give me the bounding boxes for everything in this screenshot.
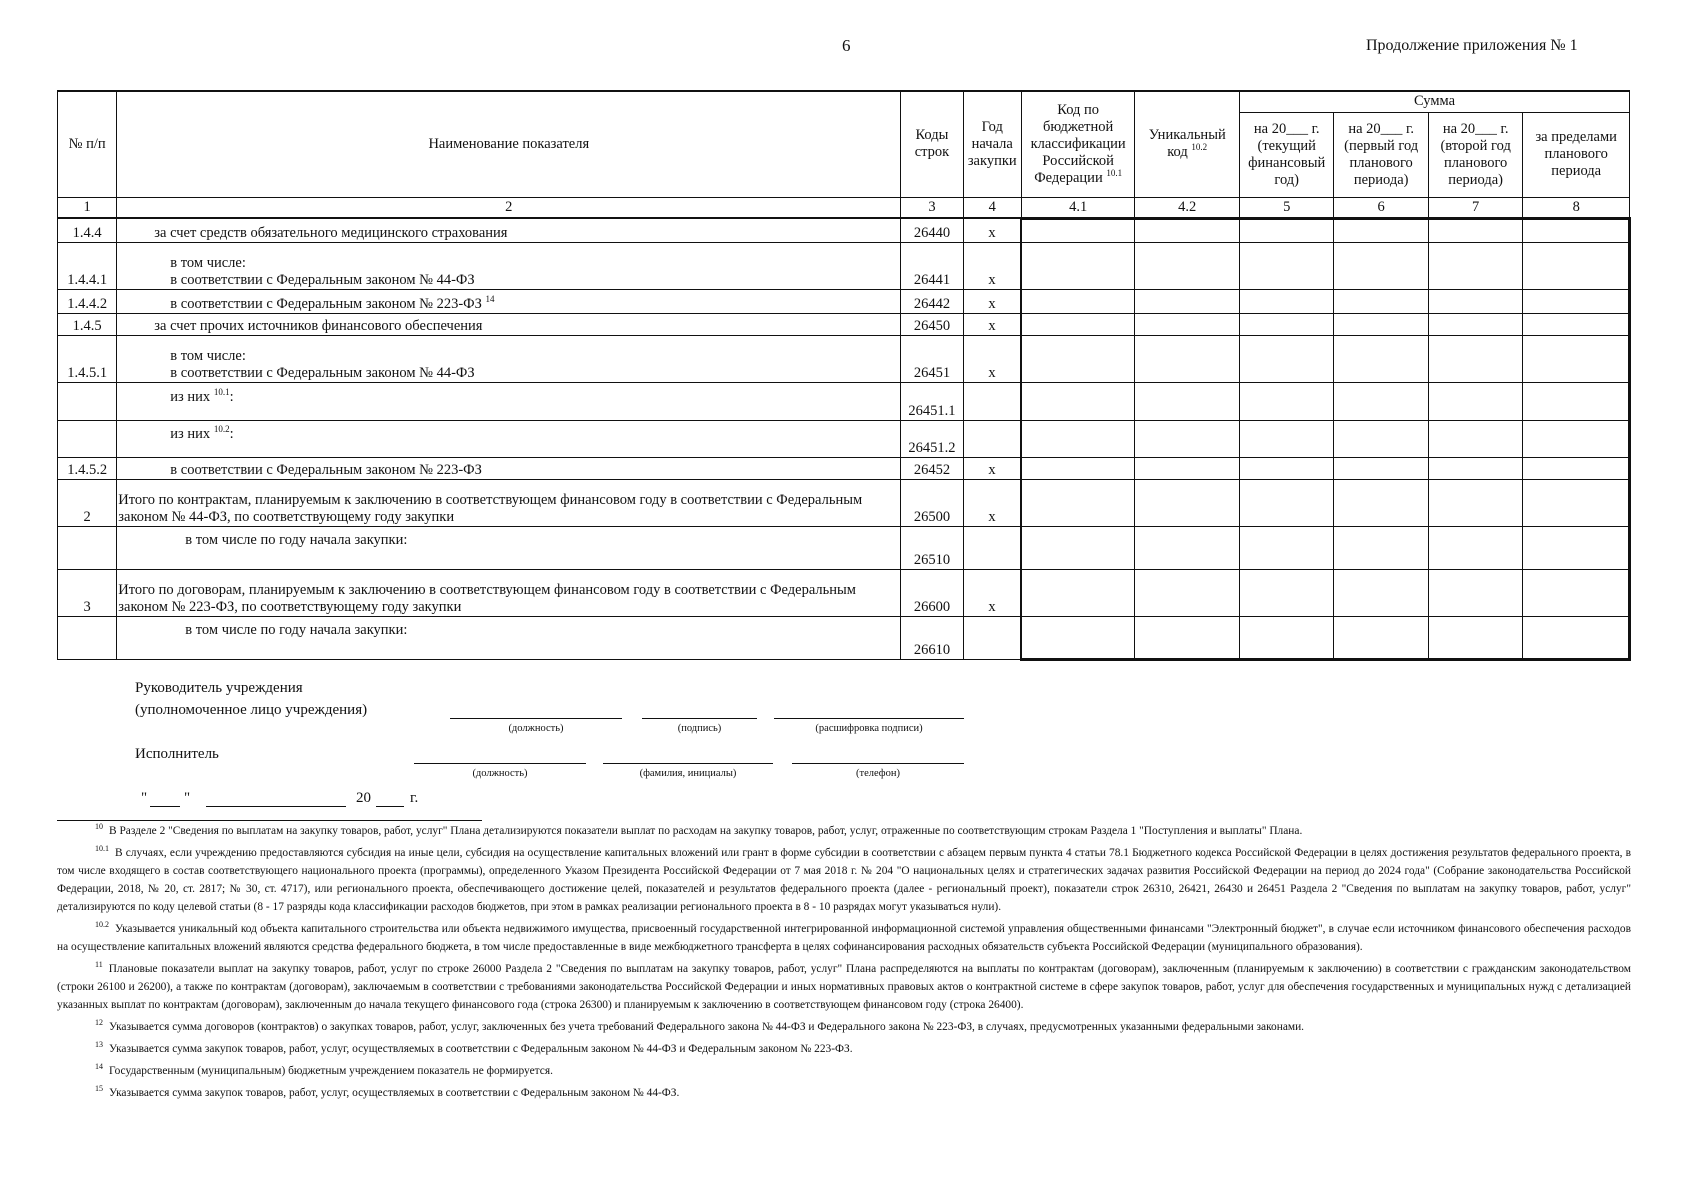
footnote-text: Указывается сумма договоров (контрактов) о закупках товаров, работ, услуг, заключенных без учета требований Федерального закона № 44-ФЗ и Федерального закона № 223-ФЗ, в случаях, предусмотренных указанными федеральными законами. [109,1021,1305,1033]
value-cell[interactable] [1135,526,1240,569]
row-name-text: в том числе по году начала закупки: [185,531,408,548]
col-number: 5 [1239,197,1333,218]
row-name [117,457,901,479]
value-cell[interactable] [1334,526,1428,569]
row-code: 26452 [901,457,963,479]
row-code: 26610 [901,616,963,659]
header-unique-code: Уникальный код $^{10.2}$ [1135,91,1240,197]
col-number: 4.1 [1021,197,1135,218]
footnote-ref: 10.2 [213,423,230,434]
footnote [57,1062,1631,1080]
footnote [57,920,1631,956]
executor-name-line[interactable] [603,763,773,764]
value-cell[interactable] [1021,382,1135,420]
footnote [57,1040,1631,1058]
row-number [58,526,117,569]
value-cell[interactable] [1135,569,1240,616]
value-cell[interactable] [1523,420,1630,457]
footnote-text: Указывается сумма закупок товаров, работ, услуг, осуществляемых в соответствии с Федеральным законом № 44-ФЗ. [109,1087,680,1099]
row-number: 3 [58,569,117,616]
header-budget-code: Код по бюджетной классификации Российской Федерации $^{10.1}$ [1021,91,1135,197]
value-cell[interactable] [1523,218,1630,242]
value-cell[interactable] [1135,457,1240,479]
row-name-text: в том числе по году начала закупки: [185,621,408,638]
value-cell[interactable] [1523,457,1630,479]
header-sum: Сумма [1239,91,1629,112]
row-year-cell: x [963,335,1021,382]
row-name [117,242,901,289]
value-cell[interactable] [1021,335,1135,382]
value-cell[interactable] [1523,616,1630,659]
value-cell[interactable] [1135,382,1240,420]
table-row [58,569,1630,616]
row-name-text: в соответствии с Федеральным законом № 223-ФЗ $^{14}$ [170,293,495,312]
row-code: 26510 [901,526,963,569]
table-row [58,242,1630,289]
row-year-cell [963,616,1021,659]
head-position-line[interactable] [450,718,622,719]
row-number: 1.4.5 [58,313,117,335]
row-year-cell: x [963,313,1021,335]
footnote-mark: 15 [95,1084,103,1094]
value-cell[interactable] [1021,569,1135,616]
value-cell[interactable] [1334,218,1428,242]
date-year-line[interactable] [376,806,404,807]
value-cell[interactable] [1428,479,1522,526]
row-name-prefix: в том числе: [170,254,246,271]
row-name-text: в соответствии с Федеральным законом № 223-ФЗ [170,461,482,478]
footnote-mark: 11 [95,960,103,970]
value-cell[interactable] [1135,242,1240,289]
value-cell[interactable] [1428,242,1522,289]
head-signature-line[interactable] [642,718,757,719]
row-number [58,420,117,457]
value-cell[interactable] [1523,569,1630,616]
date-suffix: г. [410,790,419,806]
row-number: 1.4.4 [58,218,117,242]
value-cell[interactable] [1135,335,1240,382]
footnote [57,844,1631,916]
footnote-text: В Разделе 2 "Сведения по выплатам на закупку товаров, работ, услуг" Плана детализируются показатели выплат по расходам на закупку товаров, работ, услуг, отраженные по соответствующим строкам Раздела 1 "Поступления и выплаты" Плана. [109,825,1303,837]
footnote-mark: 12 [95,1018,103,1028]
value-cell[interactable] [1334,382,1428,420]
value-cell[interactable] [1135,313,1240,335]
row-year-cell [963,526,1021,569]
value-cell[interactable] [1334,569,1428,616]
value-cell[interactable] [1239,616,1333,659]
value-cell[interactable] [1135,616,1240,659]
value-cell[interactable] [1021,420,1135,457]
value-cell[interactable] [1428,569,1522,616]
row-year-cell: x [963,569,1021,616]
caption-name: (фамилия, инициалы) [639,768,737,779]
table-row [58,479,1630,526]
row-name [117,479,901,526]
col-number: 8 [1523,197,1630,218]
row-name [117,313,901,335]
footnote [57,822,1631,840]
value-cell[interactable] [1334,313,1428,335]
row-year-cell: x [963,479,1021,526]
value-cell[interactable] [1239,457,1333,479]
value-cell[interactable] [1021,218,1135,242]
row-year-cell: x [963,242,1021,289]
table-row [58,289,1630,313]
footnote-text: В случаях, если учреждению предоставляются субсидия на иные цели, субсидия на осуществление капитальных вложений или грант в форме субсидии в соответствии с абзацем первым пункта 4 статьи 78.1 Бюджетного кодекса Российской Федерации в целях достижения результатов федерального проекта, в том числе входящего в состав соответствующего национального проекта (программы), определенного Указом Президента Российской Федерации от 7 мая 2018 г. № 204 "О национальных целях и стратегических задачах развития Российской Федерации на период до 2024 года" (Собрание законодательства Российской Федерации, 2018, № 20, ст. 2817; № 30, ст. 4717), или регионального проекта, обеспечивающего достижение целей, показателей и результатов федерального проекта (далее - региональный проект), показатели строк 26310, 26421, 26430 и 26451 Раздела 2 "Сведения по выплатам на закупку товаров, работ, услуг" детализируются по коду целевой статьи (8 - 17 разряды кода классификации расходов бюджетов, при этом в рамках реализации регионального проекта в 8 - 10 разрядах могут указываться нули). [57,847,1631,913]
row-name-text: в соответствии с Федеральным законом № 44-ФЗ [170,364,475,381]
header-sum-first: на 20___ г. (первый год планового периода) [1334,112,1428,197]
row-code: 26451 [901,335,963,382]
row-name [117,420,901,457]
value-cell[interactable] [1428,289,1522,313]
row-number: 2 [58,479,117,526]
value-cell[interactable] [1428,382,1522,420]
col-number: 4.2 [1135,197,1240,218]
table-row [58,218,1630,242]
row-name-text: Итого по контрактам, планируемым к заключению в соответствующем финансовом году в соответствии с Федеральным законом № 44-ФЗ, по соответствующему году закупки [118,491,863,525]
row-name [117,569,901,616]
value-cell[interactable] [1523,313,1630,335]
footnote [57,960,1631,1014]
table-row [58,382,1630,420]
date-quote-close: " [184,790,191,806]
row-code: 26442 [901,289,963,313]
value-cell[interactable] [1428,335,1522,382]
table-row [58,420,1630,457]
row-number [58,616,117,659]
row-name-text: из них $^{10.1}$: [170,386,234,405]
row-year-cell: x [963,218,1021,242]
row-name [117,335,901,382]
value-cell[interactable] [1021,289,1135,313]
caption-decoding: (расшифровка подписи) [815,723,923,734]
value-cell[interactable] [1334,479,1428,526]
row-name-prefix: в том числе: [170,347,246,364]
head-label: Руководитель учреждения [135,680,303,696]
col-number: 4 [963,197,1021,218]
value-cell[interactable] [1334,335,1428,382]
row-name-text: в соответствии с Федеральным законом № 44-ФЗ [170,271,475,288]
date-day-line[interactable] [150,806,180,807]
row-number: 1.4.4.1 [58,242,117,289]
row-name-text: за счет прочих источников финансового обеспечения [154,317,483,334]
value-cell[interactable] [1523,526,1630,569]
date-year: 20 [356,790,371,806]
row-code: 26441 [901,242,963,289]
row-code: 26450 [901,313,963,335]
header-sum-current: на 20___ г. (текущий финансовый год) [1239,112,1333,197]
row-name [117,526,901,569]
value-cell[interactable] [1428,420,1522,457]
executor-position-line[interactable] [414,763,586,764]
value-cell[interactable] [1239,289,1333,313]
row-name [117,218,901,242]
footnote-mark: 10.2 [95,920,109,930]
row-name-text: за счет средств обязательного медицинского страхования [154,224,508,241]
value-cell[interactable] [1135,218,1240,242]
value-cell[interactable] [1523,335,1630,382]
executor-phone-line[interactable] [792,763,964,764]
row-number [58,382,117,420]
footnote-text: Плановые показатели выплат на закупку товаров, работ, услуг по строке 26000 Раздела 2 "Сведения по выплатам на закупку товаров, работ, услуг" Плана распределяются на выплаты по контрактам (договорам), заключенным (планируемым к заключению) в соответствии с гражданским законодательством (строки 26100 и 26200), а также по контрактам (договорам), заключаемым в соответствии с требованиями законодательства Российской Федерации и иных нормативных правовых актов о контрактной системе в сфере закупок товаров, работ, услуг для обеспечения государственных и муниципальных нужд с детализацией указанных выплат по контрактам (договорам), заключенным до начала текущего финансового года (строка 26300) и планируемым к заключению в соответствующем финансовом году (строка 26400). [57,963,1631,1011]
footnotes [57,822,1631,1106]
value-cell[interactable] [1428,457,1522,479]
value-cell[interactable] [1239,242,1333,289]
head-decoding-line[interactable] [774,718,964,719]
value-cell[interactable] [1021,616,1135,659]
footnote-mark: 10.1 [95,844,109,854]
footnote-mark: 10 [95,822,103,832]
col-number: 2 [117,197,901,218]
caption-phone: (телефон) [856,768,900,779]
footnote-ref: 14 [485,293,495,304]
value-cell[interactable] [1239,335,1333,382]
col-number: 7 [1428,197,1522,218]
head-label-sub: (уполномоченное лицо учреждения) [135,702,368,718]
value-cell[interactable] [1523,289,1630,313]
value-cell[interactable] [1135,289,1240,313]
value-cell[interactable] [1021,526,1135,569]
col-number: 3 [901,197,963,218]
value-cell[interactable] [1239,479,1333,526]
row-number: 1.4.5.1 [58,335,117,382]
row-year-cell: x [963,289,1021,313]
footnote-ref: 10.1 [213,386,230,397]
value-cell[interactable] [1428,526,1522,569]
value-cell[interactable] [1239,218,1333,242]
value-cell[interactable] [1334,289,1428,313]
date-quote-open: " [141,790,148,806]
value-cell[interactable] [1334,457,1428,479]
value-cell[interactable] [1021,242,1135,289]
value-cell[interactable] [1135,420,1240,457]
row-name [117,289,901,313]
caption-position: (должность) [508,723,564,734]
row-name-text: из них $^{10.2}$: [170,423,234,442]
value-cell[interactable] [1239,569,1333,616]
row-code: 26440 [901,218,963,242]
footnote [57,1018,1631,1036]
header-num: № п/п [58,91,117,197]
header-year: Год начала закупки [963,91,1021,197]
row-number: 1.4.4.2 [58,289,117,313]
appendix-note: Продолжение приложения № 1 [1366,37,1578,54]
value-cell[interactable] [1334,420,1428,457]
value-cell[interactable] [1334,616,1428,659]
row-code: 26451.2 [901,420,963,457]
value-cell[interactable] [1135,479,1240,526]
row-code: 26600 [901,569,963,616]
row-name-text: Итого по договорам, планируемым к заключению в соответствующем финансовом году в соответствии с Федеральным законом № 223-ФЗ, по соответствующему году закупки [118,581,856,615]
row-year-cell: x [963,457,1021,479]
header-codes: Коды строк [901,91,963,197]
table-row [58,335,1630,382]
footnote-mark: 14 [95,1062,103,1072]
header-sum-beyond: за пределами планового периода [1523,112,1630,197]
row-name [117,382,901,420]
row-year-cell [963,382,1021,420]
row-number: 1.4.5.2 [58,457,117,479]
value-cell[interactable] [1239,382,1333,420]
value-cell[interactable] [1239,526,1333,569]
footnote-mark: 13 [95,1040,103,1050]
footnote-text: Указывается уникальный код объекта капитального строительства или объекта недвижимого имущества, присвоенный государственной интегрированной информационной системой управления общественными финансами "Электронный бюджет", в случае если источником финансового обеспечения расходов на осуществление капитальных вложений являются средства федерального бюджета, в том числе предоставленные в виде межбюджетного трансферта в целях софинансирования расходных обязательств субъекта Российской Федерации (муниципального образования). [57,923,1631,953]
footnote-text: Государственным (муниципальным) бюджетным учреждением показатель не формируется. [109,1065,553,1077]
table-row [58,616,1630,659]
page-number: 6 [842,36,851,55]
header-sum-second: на 20___ г. (второй год планового периода) [1428,112,1522,197]
executor-label: Исполнитель [135,746,219,762]
value-cell[interactable] [1239,313,1333,335]
value-cell[interactable] [1523,242,1630,289]
date-month-line[interactable] [206,806,346,807]
row-name [117,616,901,659]
row-code: 26500 [901,479,963,526]
value-cell[interactable] [1428,616,1522,659]
footnote-rule [57,820,482,821]
value-cell[interactable] [1428,218,1522,242]
footnote [57,1084,1631,1102]
col-number: 6 [1334,197,1428,218]
value-cell[interactable] [1334,242,1428,289]
value-cell[interactable] [1021,479,1135,526]
value-cell[interactable] [1021,313,1135,335]
value-cell[interactable] [1239,420,1333,457]
row-year-cell [963,420,1021,457]
table-row [58,526,1630,569]
value-cell[interactable] [1523,479,1630,526]
table-row [58,457,1630,479]
caption-signature: (подпись) [677,723,722,734]
row-code: 26451.1 [901,382,963,420]
value-cell[interactable] [1428,313,1522,335]
col-number: 1 [58,197,117,218]
value-cell[interactable] [1021,457,1135,479]
table-row [58,313,1630,335]
caption-position: (должность) [472,768,528,779]
header-name: Наименование показателя [117,91,901,197]
value-cell[interactable] [1523,382,1630,420]
footnote-text: Указывается сумма закупок товаров, работ, услуг, осуществляемых в соответствии с Федеральным законом № 44-ФЗ и Федеральным законом № 223-ФЗ. [109,1043,853,1055]
plan-table [57,90,1631,661]
